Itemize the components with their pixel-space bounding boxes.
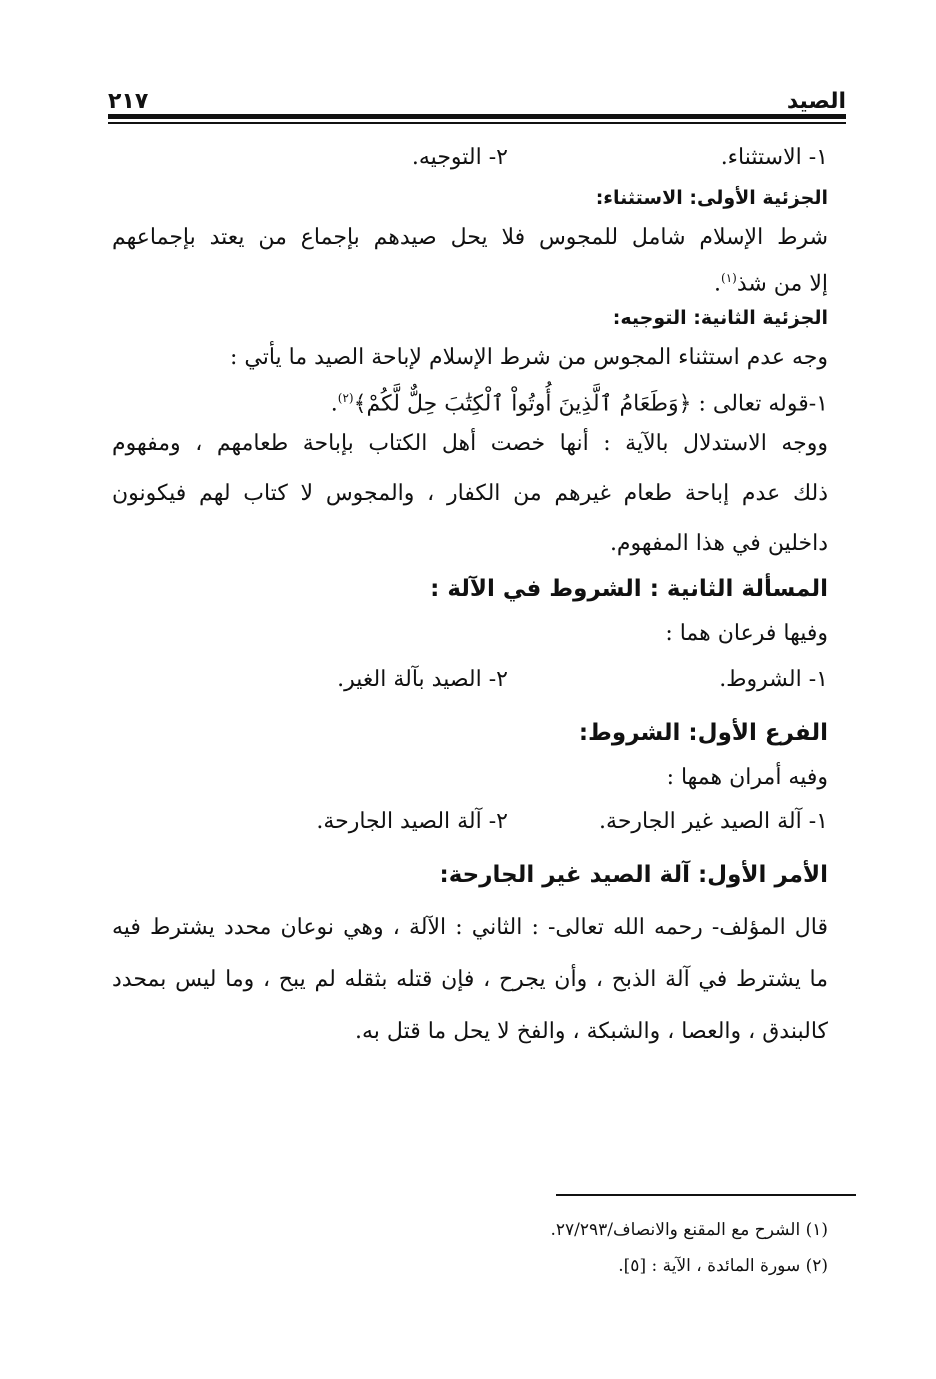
branch-list xyxy=(112,660,828,700)
paragraph-line: وجه عدم استثناء المجوس من شرط الإسلام لإباحة الصيد ما يأتي : xyxy=(229,345,828,370)
footnote: (١) الشرح مع المقنع والانصاف/٢٧/٢٩٣. xyxy=(550,1220,828,1240)
chapter-title: الصيد xyxy=(786,89,846,114)
paragraph-line: قال المؤلف- رحمه الله تعالى- : الثاني : الآلة ، وهي نوعان محدد يشترط فيه xyxy=(112,915,828,940)
section-heading-large: الفرع الأول: الشروط: xyxy=(578,720,828,746)
paragraph-line: ما يشترط في آلة الذبح ، وأن يجرح ، فإن قتله بثقله لم يبح ، وما ليس بمحدد xyxy=(112,967,828,992)
section-heading-large: الأمر الأول: آلة الصيد غير الجارحة: xyxy=(439,862,828,888)
header-rule-thick xyxy=(108,114,846,119)
paragraph-line: كالبندق ، والعصا ، والشبكة ، والفخ لا يحل ما قتل به. xyxy=(355,1019,828,1044)
footnote: (٢) سورة المائدة ، الآية : [٥]. xyxy=(618,1256,828,1276)
quran-verse: ١-قوله تعالى : ﴿وَطَعَامُ ٱلَّذِينَ أُوتُواْ ٱلْكِتَٰبَ حِلٌّ لَّكُمْ﴾ xyxy=(353,391,828,417)
list-item: ٢- آلة الصيد الجارحة. xyxy=(316,809,508,834)
footnotes xyxy=(112,1212,828,1284)
section-heading-large: المسألة الثانية : الشروط في الآلة : xyxy=(430,576,828,602)
verse-line xyxy=(112,378,828,418)
footnote-ref: (١) xyxy=(721,271,737,285)
page-header xyxy=(108,78,846,114)
list-item: ١- آلة الصيد غير الجارحة. xyxy=(599,809,828,834)
list-item: ٢- التوجيه. xyxy=(411,145,508,170)
paragraph-line: ذلك عدم إباحة طعام غيرهم من الكفار ، والمجوس لا كتاب لهم فيكونون xyxy=(112,481,828,506)
list-item: ٢- الصيد بآلة الغير. xyxy=(337,667,508,692)
text-span: . xyxy=(330,391,338,417)
paragraph-line xyxy=(112,258,828,298)
section-heading: الجزئية الثانية: التوجيه: xyxy=(612,307,828,329)
section-heading: الجزئية الأولى: الاستثناء: xyxy=(595,187,828,209)
paragraph-line: داخلين في هذا المفهوم. xyxy=(609,531,828,556)
page-number: ٢١٧ xyxy=(108,89,149,114)
page-body xyxy=(112,138,828,1052)
paragraph-line: شرط الإسلام شامل للمجوس فلا يحل صيدهم بإجماع من يعتد بإجماعهم xyxy=(112,225,828,250)
text-span: إلا من شذ xyxy=(736,271,828,297)
intro-list xyxy=(112,138,828,178)
paragraph-line: وفيها فرعان هما : xyxy=(665,621,828,646)
paragraph-line: وفيه أمران همها : xyxy=(666,765,828,790)
footnote-ref: (٢) xyxy=(337,391,354,405)
text-span: . xyxy=(714,271,721,297)
header-rule-thin xyxy=(108,122,846,124)
list-item: ١- الشروط. xyxy=(719,667,828,692)
footnote-divider xyxy=(556,1194,856,1196)
matter-list xyxy=(112,802,828,842)
list-item: ١- الاستثناء. xyxy=(720,145,828,170)
paragraph-line: ووجه الاستدلال بالآية : أنها خصت أهل الكتاب بإباحة طعامهم ، ومفهوم xyxy=(112,431,828,456)
